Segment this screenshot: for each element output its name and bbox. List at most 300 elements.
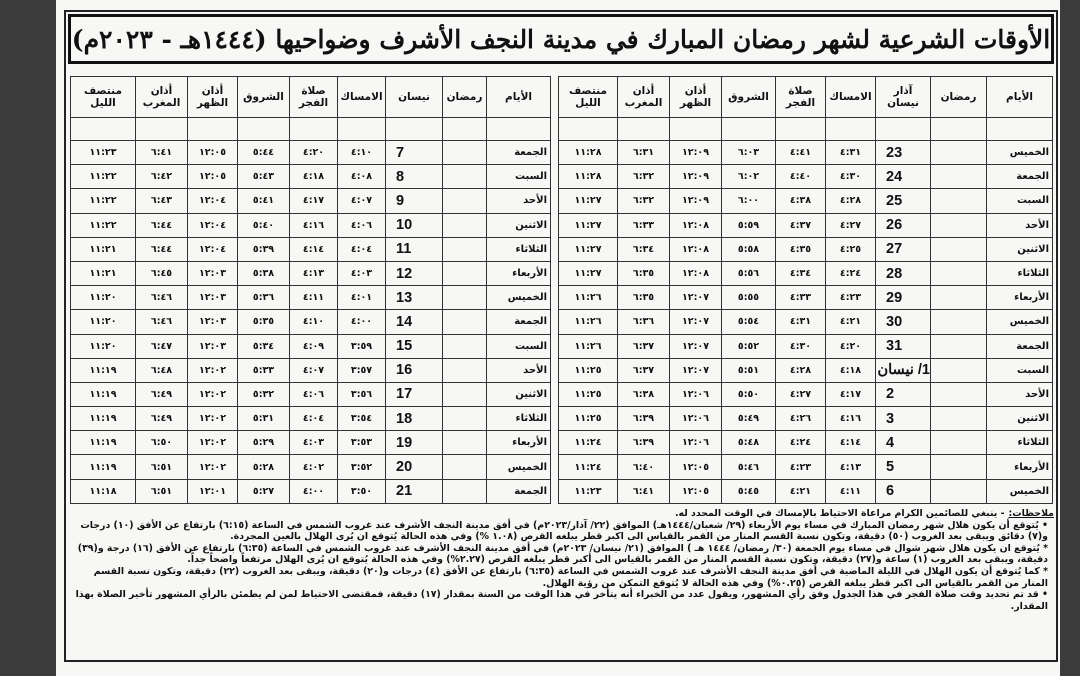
table-row: [559, 286, 1053, 310]
ramadan-cell: [931, 455, 987, 479]
empty-cell: [722, 118, 776, 141]
fajr-cell: ٤:١٠: [290, 310, 338, 334]
imsak-cell: ٤:٠١: [338, 286, 386, 310]
imsak-cell: ٤:٢٨: [826, 189, 876, 213]
empty-cell: [876, 118, 931, 141]
day-cell: الاثنين: [487, 213, 551, 237]
column-header: أذان المغرب: [618, 77, 670, 118]
imsak-cell: ٤:٢٤: [826, 261, 876, 285]
table-row: [71, 479, 551, 503]
date-cell: 18: [386, 407, 443, 431]
date-cell: 28: [876, 261, 931, 285]
shuruq-cell: ٥:٤٠: [238, 213, 290, 237]
table-row: [71, 189, 551, 213]
date-cell: 2: [876, 382, 931, 406]
table-row: [559, 382, 1053, 406]
dhuhr-cell: ١٢:٠٢: [188, 382, 238, 406]
date-cell: 20: [386, 455, 443, 479]
fajr-cell: ٤:١٤: [290, 237, 338, 261]
ramadan-cell: [931, 407, 987, 431]
midnight-cell: ١١:٢٤: [559, 455, 618, 479]
column-header: رمضان: [931, 77, 987, 118]
date-cell: 8: [386, 165, 443, 189]
day-cell: الثلاثاء: [487, 407, 551, 431]
shuruq-cell: ٥:٤١: [238, 189, 290, 213]
imsak-cell: ٤:٠٨: [338, 165, 386, 189]
table-row: [559, 237, 1053, 261]
date-cell: 31: [876, 334, 931, 358]
date-cell: 29: [876, 286, 931, 310]
day-cell: الثلاثاء: [987, 261, 1053, 285]
dhuhr-cell: ١٢:٠٦: [670, 382, 722, 406]
midnight-cell: ١١:٢٣: [559, 479, 618, 503]
date-cell: 11: [386, 237, 443, 261]
midnight-cell: ١١:٢٥: [559, 358, 618, 382]
shuruq-cell: ٥:٢٧: [238, 479, 290, 503]
table-row: [71, 213, 551, 237]
ramadan-cell: [931, 431, 987, 455]
table-row: [71, 141, 551, 165]
day-cell: الاثنين: [987, 237, 1053, 261]
maghrib-cell: ٦:٤٩: [136, 382, 188, 406]
shuruq-cell: ٥:٣٥: [238, 310, 290, 334]
dhuhr-cell: ١٢:٠٨: [670, 261, 722, 285]
midnight-cell: ١١:١٩: [71, 382, 136, 406]
ramadan-cell: [443, 382, 487, 406]
spacer-row: [559, 118, 1053, 141]
column-header: الأيام: [987, 77, 1053, 118]
ramadan-cell: [443, 455, 487, 479]
date-cell: 12: [386, 261, 443, 285]
empty-cell: [71, 118, 136, 141]
dhuhr-cell: ١٢:٠٤: [188, 189, 238, 213]
shuruq-cell: ٥:٣١: [238, 407, 290, 431]
shuruq-cell: ٥:٣٩: [238, 237, 290, 261]
midnight-cell: ١١:٢٠: [71, 334, 136, 358]
day-cell: الأربعاء: [487, 431, 551, 455]
shuruq-cell: ٦:٠٣: [722, 141, 776, 165]
maghrib-cell: ٦:٤٤: [136, 213, 188, 237]
schedule-table-right: [558, 76, 1053, 504]
imsak-cell: ٤:٢٣: [826, 286, 876, 310]
day-cell: الأحد: [487, 358, 551, 382]
dhuhr-cell: ١٢:٠٢: [188, 407, 238, 431]
column-header: منتصف الليل: [559, 77, 618, 118]
dhuhr-cell: ١٢:٠٨: [670, 237, 722, 261]
table-row: [559, 334, 1053, 358]
maghrib-cell: ٦:٣٩: [618, 431, 670, 455]
dhuhr-cell: ١٢:٠٦: [670, 431, 722, 455]
date-cell: 17: [386, 382, 443, 406]
fajr-cell: ٤:٠٧: [290, 358, 338, 382]
date-cell: 16: [386, 358, 443, 382]
fajr-cell: ٤:٤٠: [776, 165, 826, 189]
imsak-cell: ٤:١٧: [826, 382, 876, 406]
day-cell: الثلاثاء: [487, 237, 551, 261]
column-header: الامساك: [338, 77, 386, 118]
shuruq-cell: ٦:٠٢: [722, 165, 776, 189]
day-cell: الجمعة: [987, 334, 1053, 358]
table-row: [71, 358, 551, 382]
date-cell: 3: [876, 407, 931, 431]
day-cell: الأحد: [487, 189, 551, 213]
shuruq-cell: ٥:٣٢: [238, 382, 290, 406]
imsak-cell: ٤:١٦: [826, 407, 876, 431]
table-row: [71, 310, 551, 334]
maghrib-cell: ٦:٤١: [618, 479, 670, 503]
midnight-cell: ١١:٢٥: [559, 407, 618, 431]
day-cell: الجمعة: [487, 310, 551, 334]
page-title: الأوقات الشرعية لشهر رمضان المبارك في مدينة النجف الأشرف وضواحيها (١٤٤٤هـ - ٢٠٢٣م): [68, 14, 1054, 64]
column-header: الامساك: [826, 77, 876, 118]
maghrib-cell: ٦:٣٦: [618, 310, 670, 334]
ramadan-cell: [931, 213, 987, 237]
notes-intro: - ينبغي للصائمين الكرام مراعاة الاحتياط بالإمساك في الوقت المحدد له.: [675, 508, 1005, 519]
shuruq-cell: ٥:٣٨: [238, 261, 290, 285]
maghrib-cell: ٦:٥٠: [136, 431, 188, 455]
imsak-cell: ٤:٢٧: [826, 213, 876, 237]
date-cell: 24: [876, 165, 931, 189]
maghrib-cell: ٦:٤٤: [136, 237, 188, 261]
midnight-cell: ١١:٢٧: [559, 237, 618, 261]
imsak-cell: ٤:٢١: [826, 310, 876, 334]
shuruq-cell: ٥:٤٤: [238, 141, 290, 165]
column-header: منتصف الليل: [71, 77, 136, 118]
imsak-cell: ٤:٠٤: [338, 237, 386, 261]
midnight-cell: ١١:١٩: [71, 431, 136, 455]
imsak-cell: ٤:٣٠: [826, 165, 876, 189]
fajr-cell: ٤:١٣: [290, 261, 338, 285]
ramadan-cell: [443, 358, 487, 382]
imsak-cell: ٤:١١: [826, 479, 876, 503]
shuruq-cell: ٥:٢٩: [238, 431, 290, 455]
imsak-cell: ٤:١٤: [826, 431, 876, 455]
ramadan-cell: [443, 407, 487, 431]
column-header: نيسان: [386, 77, 443, 118]
ramadan-cell: [443, 165, 487, 189]
midnight-cell: ١١:٢٦: [559, 310, 618, 334]
empty-cell: [188, 118, 238, 141]
empty-cell: [618, 118, 670, 141]
table-row: [559, 189, 1053, 213]
notes-heading: ملاحظات:: [1008, 508, 1054, 519]
date-cell: 10: [386, 213, 443, 237]
date-cell: 26: [876, 213, 931, 237]
midnight-cell: ١١:١٩: [71, 358, 136, 382]
ramadan-cell: [931, 237, 987, 261]
maghrib-cell: ٦:٣٢: [618, 165, 670, 189]
note-item: • يُتوقع أن يكون هلال شهر رمضان المبارك في مساء يوم الأربعاء (٢٩/ شعبان/١٤٤٤هـ) الموافق (٢٢/ آذار/٢٠٢٣م) في أفق مدينة النجف الأشرف عند غروب الشمس في الساعة (٦:١٥) بارتفاع عن الأفق (١٠) درجات و(٧) دقائق ويبقى بعد الغروب (٥٠) دقيقة، وتكون نسبة القسم المنار من القمر بالقياس الى اكبر قطر يبلغه القرص (١.٠٨ %) وفي هذه الحالة يُتوقع ان يُرى الهلال بالعين المجردة.: [80, 519, 1048, 543]
date-cell: 15: [386, 334, 443, 358]
fajr-cell: ٤:٣٨: [776, 189, 826, 213]
fajr-cell: ٤:٤١: [776, 141, 826, 165]
maghrib-cell: ٦:٥١: [136, 479, 188, 503]
dhuhr-cell: ١٢:٠٣: [188, 261, 238, 285]
day-cell: الأحد: [987, 382, 1053, 406]
maghrib-cell: ٦:٤٥: [136, 261, 188, 285]
empty-cell: [776, 118, 826, 141]
dhuhr-cell: ١٢:٠٣: [188, 310, 238, 334]
table-row: [559, 310, 1053, 334]
fajr-cell: ٤:٣٤: [776, 261, 826, 285]
day-cell: الجمعة: [487, 479, 551, 503]
midnight-cell: ١١:٢٠: [71, 286, 136, 310]
table-row: [71, 407, 551, 431]
table-row: [559, 165, 1053, 189]
day-cell: الخميس: [987, 141, 1053, 165]
ramadan-cell: [931, 382, 987, 406]
dhuhr-cell: ١٢:٠٥: [188, 141, 238, 165]
day-cell: الخميس: [487, 286, 551, 310]
empty-cell: [987, 118, 1053, 141]
empty-cell: [443, 118, 487, 141]
table-row: [71, 261, 551, 285]
shuruq-cell: ٥:٥٠: [722, 382, 776, 406]
shuruq-cell: ٥:٢٨: [238, 455, 290, 479]
fajr-cell: ٤:٠٠: [290, 479, 338, 503]
maghrib-cell: ٦:٣٢: [618, 189, 670, 213]
maghrib-cell: ٦:٤١: [136, 141, 188, 165]
imsak-cell: ٤:٢٠: [826, 334, 876, 358]
midnight-cell: ١١:١٩: [71, 407, 136, 431]
day-cell: الخميس: [987, 310, 1053, 334]
midnight-cell: ١١:٢٧: [559, 189, 618, 213]
empty-cell: [136, 118, 188, 141]
dhuhr-cell: ١٢:٠٣: [188, 334, 238, 358]
maghrib-cell: ٦:٣٧: [618, 334, 670, 358]
dhuhr-cell: ١٢:٠٢: [188, 431, 238, 455]
empty-cell: [931, 118, 987, 141]
shuruq-cell: ٥:٥٦: [722, 261, 776, 285]
midnight-cell: ١١:٢٨: [559, 165, 618, 189]
dhuhr-cell: ١٢:٠١: [188, 479, 238, 503]
ramadan-cell: [443, 310, 487, 334]
midnight-cell: ١١:٢٧: [559, 261, 618, 285]
shuruq-cell: ٦:٠٠: [722, 189, 776, 213]
column-header: الشروق: [722, 77, 776, 118]
fajr-cell: ٤:٠٢: [290, 455, 338, 479]
date-cell: 19: [386, 431, 443, 455]
date-cell: 1/ نيسان: [876, 358, 931, 382]
day-cell: الأحد: [987, 213, 1053, 237]
empty-cell: [238, 118, 290, 141]
imsak-cell: ٤:٠٣: [338, 261, 386, 285]
midnight-cell: ١١:٢٢: [71, 189, 136, 213]
maghrib-cell: ٦:٣٥: [618, 286, 670, 310]
midnight-cell: ١١:٢٧: [559, 213, 618, 237]
fajr-cell: ٤:٣٣: [776, 286, 826, 310]
dhuhr-cell: ١٢:٠٥: [188, 165, 238, 189]
maghrib-cell: ٦:٤٩: [136, 407, 188, 431]
imsak-cell: ٤:٣١: [826, 141, 876, 165]
date-cell: 27: [876, 237, 931, 261]
fajr-cell: ٤:٣٧: [776, 213, 826, 237]
fajr-cell: ٤:٢٤: [776, 431, 826, 455]
maghrib-cell: ٦:٤٨: [136, 358, 188, 382]
column-header: آذار نيسان: [876, 77, 931, 118]
ramadan-cell: [443, 334, 487, 358]
date-cell: 25: [876, 189, 931, 213]
date-cell: 9: [386, 189, 443, 213]
shuruq-cell: ٥:٥١: [722, 358, 776, 382]
fajr-cell: ٤:٠٦: [290, 382, 338, 406]
dhuhr-cell: ١٢:٠٩: [670, 141, 722, 165]
day-cell: الجمعة: [487, 141, 551, 165]
dhuhr-cell: ١٢:٠٧: [670, 310, 722, 334]
maghrib-cell: ٦:٤٧: [136, 334, 188, 358]
table-row: [71, 286, 551, 310]
table-row: [71, 431, 551, 455]
midnight-cell: ١١:٢٦: [559, 334, 618, 358]
dhuhr-cell: ١٢:٠٤: [188, 213, 238, 237]
day-cell: الخميس: [487, 455, 551, 479]
fajr-cell: ٤:١٦: [290, 213, 338, 237]
fajr-cell: ٤:٢٠: [290, 141, 338, 165]
date-cell: 4: [876, 431, 931, 455]
ramadan-cell: [931, 286, 987, 310]
shuruq-cell: ٥:٣٤: [238, 334, 290, 358]
dhuhr-cell: ١٢:٠٥: [670, 455, 722, 479]
fajr-cell: ٤:٣٠: [776, 334, 826, 358]
midnight-cell: ١١:٢١: [71, 261, 136, 285]
ramadan-cell: [931, 310, 987, 334]
maghrib-cell: ٦:٣٣: [618, 213, 670, 237]
imsak-cell: ٣:٥٣: [338, 431, 386, 455]
day-cell: الخميس: [987, 479, 1053, 503]
imsak-cell: ٣:٥٧: [338, 358, 386, 382]
table-row: [559, 213, 1053, 237]
midnight-cell: ١١:٢٣: [71, 141, 136, 165]
fajr-cell: ٤:١١: [290, 286, 338, 310]
shuruq-cell: ٥:٤٦: [722, 455, 776, 479]
fajr-cell: ٤:٠٣: [290, 431, 338, 455]
table-row: [559, 358, 1053, 382]
day-cell: الأربعاء: [987, 455, 1053, 479]
shuruq-cell: ٥:٥٩: [722, 213, 776, 237]
fajr-cell: ٤:٢٧: [776, 382, 826, 406]
maghrib-cell: ٦:٣٩: [618, 407, 670, 431]
fajr-cell: ٤:٠٩: [290, 334, 338, 358]
table-row: [559, 261, 1053, 285]
imsak-cell: ٣:٥٩: [338, 334, 386, 358]
imsak-cell: ٣:٥٤: [338, 407, 386, 431]
maghrib-cell: ٦:٤٣: [136, 189, 188, 213]
spacer-row: [71, 118, 551, 141]
column-header: الشروق: [238, 77, 290, 118]
dhuhr-cell: ١٢:٠٨: [670, 213, 722, 237]
maghrib-cell: ٦:٣٥: [618, 261, 670, 285]
dhuhr-cell: ١٢:٠٢: [188, 455, 238, 479]
dhuhr-cell: ١٢:٠٤: [188, 237, 238, 261]
schedule-table-left: [70, 76, 551, 504]
date-cell: 14: [386, 310, 443, 334]
header-row-left: [71, 77, 551, 118]
shuruq-cell: ٥:٥٤: [722, 310, 776, 334]
fajr-cell: ٤:١٨: [290, 165, 338, 189]
note-item: * كما يُتوقع أن يكون الهلال في الليلة الماضية في أفق مدينة النجف الأشرف عند غروب الشمس في الساعة (٦:٣٥) بارتفاع عن الأفق (٤) درجات و(٢٠) دقيقة، ويبقى بعد الغروب (٢٢) دقيقة، وتكون نسبة القسم المنار من القمر بالقياس الى اكبر قطر يبلغه القرص (٠.٢٥%) وفي هذه الحالة لا يُتوقع التمكن من رؤية الهلال.: [93, 565, 1048, 589]
empty-cell: [670, 118, 722, 141]
maghrib-cell: ٦:٣٤: [618, 237, 670, 261]
maghrib-cell: ٦:٣٧: [618, 358, 670, 382]
maghrib-cell: ٦:٤٢: [136, 165, 188, 189]
shuruq-cell: ٥:٤٣: [238, 165, 290, 189]
ramadan-cell: [443, 237, 487, 261]
ramadan-cell: [443, 189, 487, 213]
date-cell: 30: [876, 310, 931, 334]
date-cell: 6: [876, 479, 931, 503]
date-cell: 13: [386, 286, 443, 310]
column-header: صلاة الفجر: [290, 77, 338, 118]
shuruq-cell: ٥:٥٥: [722, 286, 776, 310]
day-cell: الأربعاء: [987, 286, 1053, 310]
day-cell: الجمعة: [987, 165, 1053, 189]
midnight-cell: ١١:٢٥: [559, 382, 618, 406]
ramadan-cell: [931, 334, 987, 358]
maghrib-cell: ٦:٣١: [618, 141, 670, 165]
fajr-cell: ٤:١٧: [290, 189, 338, 213]
date-cell: 23: [876, 141, 931, 165]
day-cell: الاثنين: [487, 382, 551, 406]
midnight-cell: ١١:٢٤: [559, 431, 618, 455]
table-row: [71, 455, 551, 479]
dhuhr-cell: ١٢:٠٥: [670, 479, 722, 503]
maghrib-cell: ٦:٤٠: [618, 455, 670, 479]
fajr-cell: ٤:٢٨: [776, 358, 826, 382]
ramadan-cell: [931, 141, 987, 165]
table-row: [559, 141, 1053, 165]
dhuhr-cell: ١٢:٠٦: [670, 407, 722, 431]
midnight-cell: ١١:٢٢: [71, 165, 136, 189]
ramadan-cell: [931, 358, 987, 382]
table-row: [559, 479, 1053, 503]
imsak-cell: ٤:٠٦: [338, 213, 386, 237]
shuruq-cell: ٥:٤٨: [722, 431, 776, 455]
date-cell: 7: [386, 141, 443, 165]
dhuhr-cell: ١٢:٠٩: [670, 189, 722, 213]
maghrib-cell: ٦:٤٦: [136, 286, 188, 310]
imsak-cell: ٣:٥٦: [338, 382, 386, 406]
table-row: [559, 431, 1053, 455]
ramadan-cell: [443, 141, 487, 165]
ramadan-cell: [931, 479, 987, 503]
shuruq-cell: ٥:٥٢: [722, 334, 776, 358]
date-cell: 21: [386, 479, 443, 503]
midnight-cell: ١١:١٨: [71, 479, 136, 503]
table-row: [71, 237, 551, 261]
empty-cell: [386, 118, 443, 141]
table-row: [71, 382, 551, 406]
header-row-right: [559, 77, 1053, 118]
fajr-cell: ٤:٢١: [776, 479, 826, 503]
dhuhr-cell: ١٢:٠٢: [188, 358, 238, 382]
notes-section: [70, 508, 1054, 612]
fajr-cell: ٤:٠٤: [290, 407, 338, 431]
empty-cell: [826, 118, 876, 141]
maghrib-cell: ٦:٤٦: [136, 310, 188, 334]
shuruq-cell: ٥:٤٥: [722, 479, 776, 503]
table-row: [559, 455, 1053, 479]
note-item: * يُتوقع ان يكون هلال شهر شوال في مساء يوم الجمعة (٣٠/ رمضان/ ١٤٤٤ هـ ) الموافق (٢١/ نيسان/ ٢٠٢٣م) في أفق مدينة النجف الأشرف عند غروب الشمس في الساعة (٦:٣٥) بارتفاع عن الأفق (١٦) درجة و(٣٩) دقيقة، ويبقى بعد الغروب (١) ساعة و(٢٧) دقيقة، وتكون نسبة القسم المنار من القمر بالقياس الى أكبر قطر يبلغه القرص (٢.٢٧%) وفي هذه الحالة يُتوقع ان يُرى الهلال مرتفعاً واضحاً جداً.: [77, 542, 1048, 566]
date-cell: 5: [876, 455, 931, 479]
imsak-cell: ٣:٥٠: [338, 479, 386, 503]
dhuhr-cell: ١٢:٠٣: [188, 286, 238, 310]
note-item: • قد تم تحديد وقت صلاة الفجر في هذا الجدول وفق رأي المشهور، ويقول عدد من الخبراء أنه يتأخر في هذا الوقت من السنة بمقدار (١٧) دقيقة، فمقتضى الاحتياط لمن لم يطمئن بالرأي المشهور تأخير الصلاة بهذا المقدار.: [75, 589, 1048, 612]
day-cell: السبت: [987, 358, 1053, 382]
ramadan-cell: [443, 479, 487, 503]
shuruq-cell: ٥:٤٩: [722, 407, 776, 431]
fajr-cell: ٤:٢٣: [776, 455, 826, 479]
imsak-cell: ٤:١٣: [826, 455, 876, 479]
